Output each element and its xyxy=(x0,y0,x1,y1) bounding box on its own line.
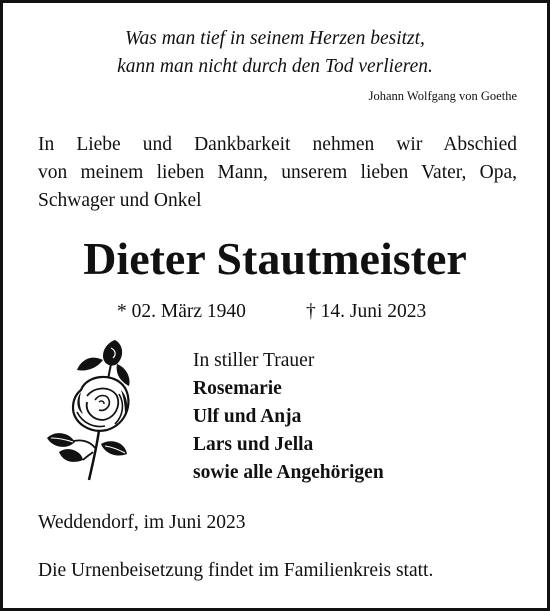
birth-date: * 02. März 1940 xyxy=(117,301,246,322)
burial-notice: Die Urnenbeisetzung findet im Familienkreis statt. xyxy=(38,560,434,581)
mourner-name: Rosemarie xyxy=(193,378,282,399)
goethe-quote xyxy=(3,25,547,81)
farewell-text xyxy=(38,131,517,215)
mourner-name: Lars und Jella xyxy=(193,434,314,455)
mourners-block xyxy=(193,347,384,487)
place-and-date: Weddendorf, im Juni 2023 xyxy=(38,512,246,533)
farewell-line-1: In Liebe und Dankbarkeit nehmen wir Abschied xyxy=(38,134,517,155)
death-date: † 14. Juni 2023 xyxy=(306,301,427,322)
farewell-line-2: von meinem lieben Mann, unserem lieben Vater, Opa, xyxy=(38,162,517,183)
quote-line-2: kann man nicht durch den Tod verlieren. xyxy=(117,56,433,77)
quote-line-1: Was man tief in seinem Herzen besitzt, xyxy=(125,28,425,49)
rose-icon xyxy=(41,334,133,484)
quote-author: Johann Wolfgang von Goethe xyxy=(368,89,517,103)
farewell-line-3: Schwager und Onkel xyxy=(38,190,202,211)
mourner-name: Ulf und Anja xyxy=(193,406,302,427)
mourners-heading: In stiller Trauer xyxy=(193,350,315,371)
deceased-name: Dieter Stautmeister xyxy=(83,233,467,284)
mourner-name: sowie alle Angehörigen xyxy=(193,462,384,483)
